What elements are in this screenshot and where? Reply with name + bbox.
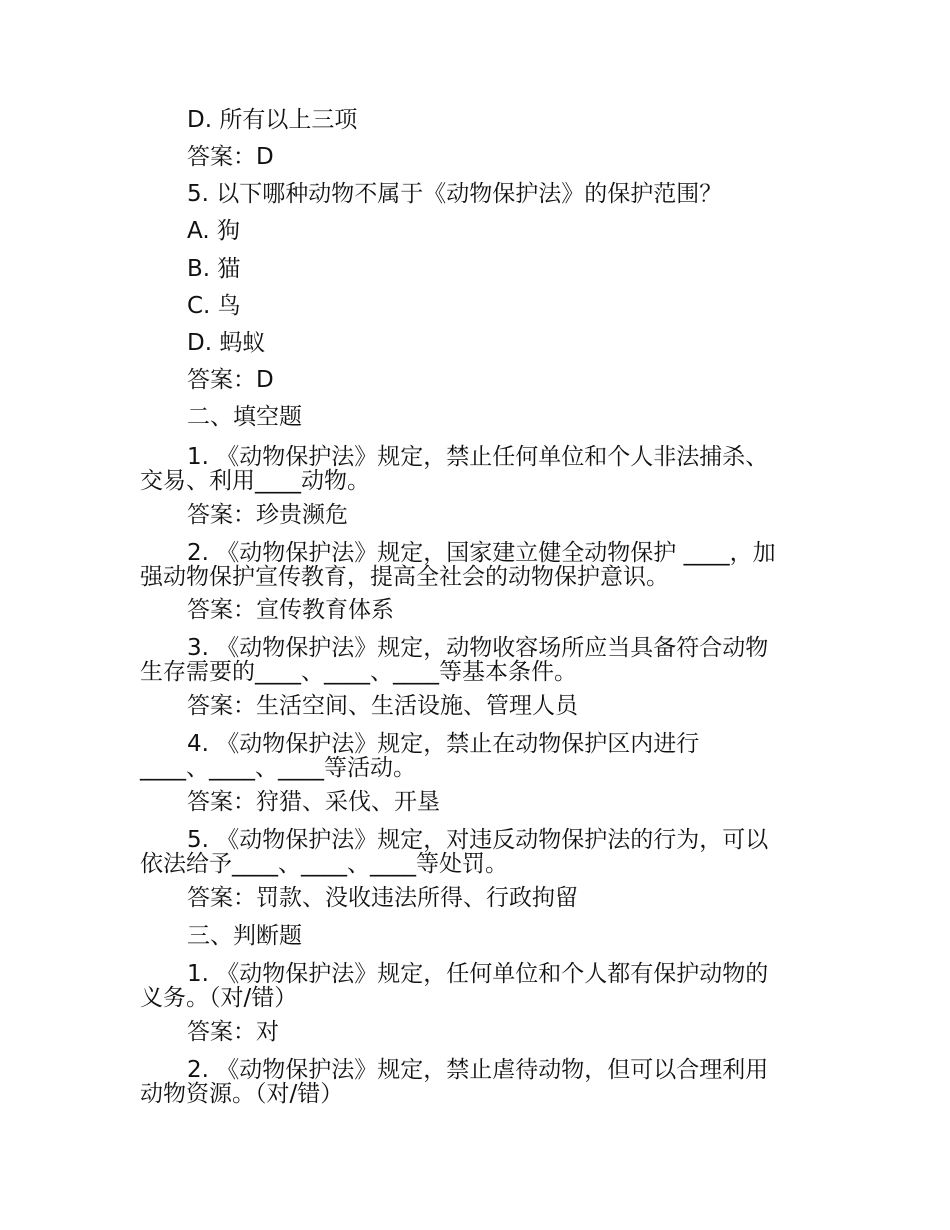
question-line: 强动物保护宣传教育，提高全社会的动物保护意识。 [140,564,669,590]
option-b: B. 猫 [187,256,241,282]
fill-blank-question-3 [140,636,820,684]
true-false-answer-1: 答案：对 [187,1019,279,1045]
fill-blank-question-1 [140,445,820,493]
question-line: 2. 《动物保护法》规定，禁止虐待动物，但可以合理利用 [187,1057,769,1083]
fill-blank-question-4 [140,732,820,780]
fill-blank-answer-5: 答案：罚款、没收违法所得、行政拘留 [187,885,578,911]
question-line: 3. 《动物保护法》规定，动物收容场所应当具备符合动物 [187,635,769,661]
question-line: 生存需要的____、____、____等基本条件。 [140,659,577,685]
question-line: 5. 《动物保护法》规定，对违反动物保护法的行为，可以 [187,827,769,853]
fill-blank-answer-4: 答案：狩猎、采伐、开垦 [187,789,440,815]
question-line: ____、____、____等活动。 [140,755,416,781]
fill-blank-answer-2: 答案：宣传教育体系 [187,597,394,623]
fill-blank-question-2 [140,541,820,589]
option-a: A. 狗 [187,218,240,244]
question-5: 5. 以下哪种动物不属于《动物保护法》的保护范围？ [187,181,723,207]
fill-blank-answer-3: 答案：生活空间、生活设施、管理人员 [187,693,578,719]
question-line: 1. 《动物保护法》规定，任何单位和个人都有保护动物的 [187,961,769,987]
question-line: 4. 《动物保护法》规定，禁止在动物保护区内进行 [187,731,700,757]
option-d-all-above: D. 所有以上三项 [187,107,358,133]
question-line: 交易、利用____动物。 [140,468,370,494]
question-line: 动物资源。（对/错） [140,1081,344,1107]
question-line: 2. 《动物保护法》规定，国家建立健全动物保护 ____，加 [187,540,776,566]
section-fill-blank-title: 二、填空题 [187,404,302,430]
true-false-question-2 [140,1058,820,1106]
question-line: 依法给予____、____、____等处罚。 [140,851,508,877]
section-true-false-title: 三、判断题 [187,923,302,949]
fill-blank-question-5 [140,828,820,876]
answer-q4: 答案：D [187,144,274,170]
answer-q5: 答案：D [187,367,274,393]
option-c: C. 鸟 [187,293,241,319]
option-d: D. 蚂蚁 [187,330,266,356]
question-line: 义务。（对/错） [140,985,298,1011]
question-line: 1. 《动物保护法》规定，禁止任何单位和个人非法捕杀、 [187,444,769,470]
true-false-question-1 [140,962,820,1010]
fill-blank-answer-1: 答案：珍贵濒危 [187,502,348,528]
